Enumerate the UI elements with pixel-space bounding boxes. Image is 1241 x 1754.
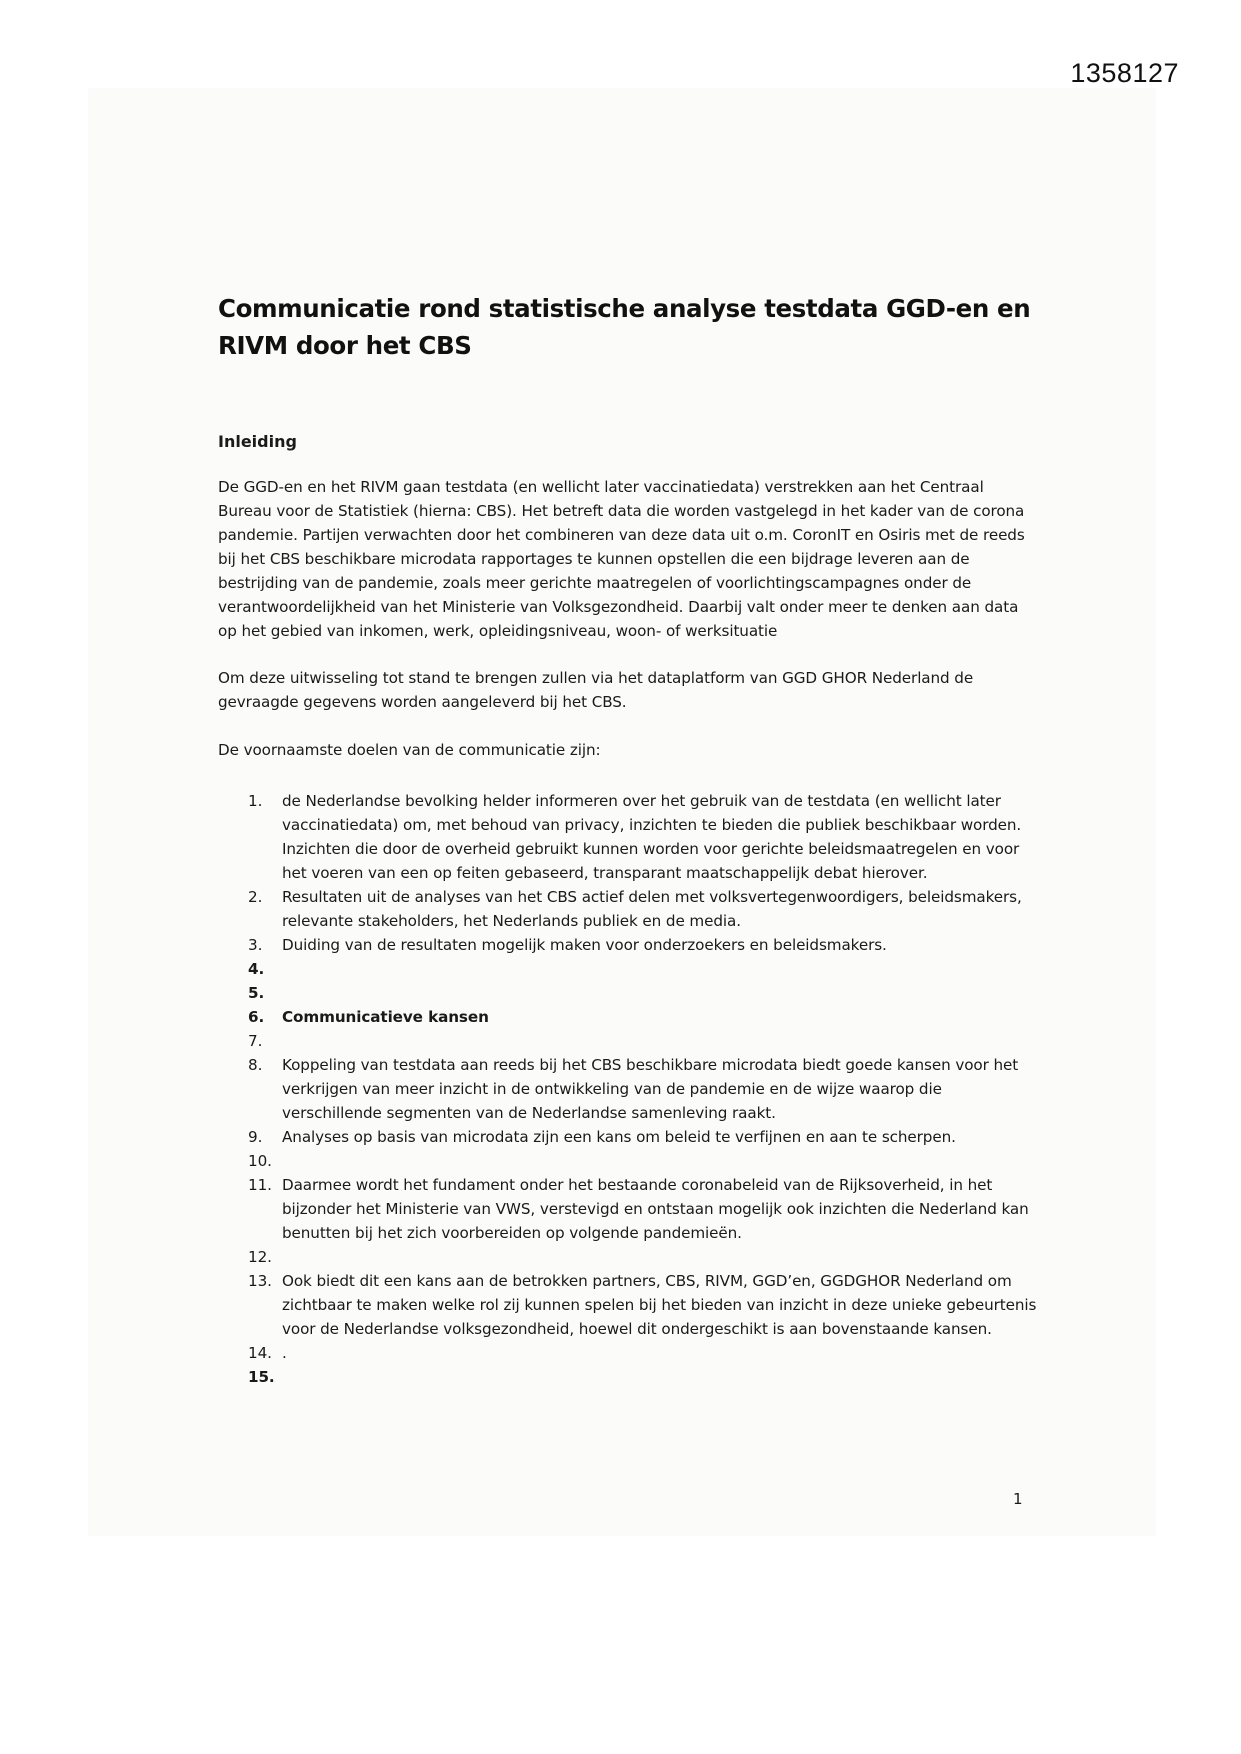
- goals-list: [218, 789, 1038, 1389]
- subsection-heading-communicatieve-kansen: Communicatieve kansen: [282, 1008, 489, 1026]
- list-item-number: 7.: [248, 1032, 263, 1050]
- list-item-number: 8.: [248, 1056, 263, 1074]
- list-item-number: 3.: [248, 936, 263, 954]
- list-item-text: Analyses op basis van microdata zijn een kans om beleid te verfijnen en aan te scherpen.: [282, 1128, 956, 1146]
- list-item: [218, 1341, 1038, 1365]
- list-item: [218, 1245, 1038, 1269]
- list-item-number: 11.: [248, 1176, 272, 1194]
- list-item: [218, 957, 1038, 981]
- list-item-text: de Nederlandse bevolking helder informeren over het gebruik van de testdata (en wellicht later vaccinatiedata) om, met behoud van privacy, inzichten te bieden die publiek beschikbaar worden. Inzichten die door de overheid gebruikt kunnen worden voor gerichte beleidsmaatregelen en voor het voeren van een op feiten gebaseerd, transparant maatschappelijk debat hierover.: [282, 792, 1022, 882]
- list-item-text: .: [282, 1344, 287, 1362]
- list-item-number: 14.: [248, 1344, 272, 1362]
- list-item-text: Resultaten uit de analyses van het CBS actief delen met volksvertegenwoordigers, beleidsmakers, relevante stakeholders, het Nederlands publiek en de media.: [282, 888, 1022, 930]
- list-item: [218, 933, 1038, 957]
- list-item: [218, 1053, 1038, 1125]
- list-item: [218, 1029, 1038, 1053]
- list-item-text: Koppeling van testdata aan reeds bij het CBS beschikbare microdata biedt goede kansen voor het verkrijgen van meer inzicht in de ontwikkeling van de pandemie en de wijze waarop die verschillende segmenten van de Nederlandse samenleving raakt.: [282, 1056, 1019, 1122]
- list-item: [218, 1149, 1038, 1173]
- paragraph-exchange: Om deze uitwisseling tot stand te brengen zullen via het dataplatform van GGD GHOR Nederland de gevraagde gegevens worden aangeleverd bij het CBS.: [218, 669, 974, 711]
- list-item-number: 10.: [248, 1152, 272, 1170]
- list-item-number: 9.: [248, 1128, 263, 1146]
- list-item: [218, 1365, 1038, 1389]
- list-item-text: Daarmee wordt het fundament onder het bestaande coronabeleid van de Rijksoverheid, in het bijzonder het Ministerie van VWS, verstevigd en ontstaan mogelijk ook inzichten die Nederland kan benutten bij het zich voorbereiden op volgende pandemieën.: [282, 1176, 1029, 1242]
- list-item: [218, 981, 1038, 1005]
- list-item-text: Ook biedt dit een kans aan de betrokken partners, CBS, RIVM, GGD’en, GGDGHOR Nederland om zichtbaar te maken welke rol zij kunnen spelen bij het bieden van inzicht in deze unieke gebeurtenis voor de Nederlandse volksgezondheid, hoewel dit ondergeschikt is aan bovenstaande kansen.: [282, 1272, 1037, 1338]
- list-item-text: Duiding van de resultaten mogelijk maken voor onderzoekers en beleidsmakers.: [282, 936, 887, 954]
- list-item-number: 1.: [248, 792, 263, 810]
- list-item: [218, 1173, 1038, 1245]
- document-id: 1358127: [1070, 58, 1179, 88]
- section-heading-inleiding: Inleiding: [218, 432, 297, 451]
- list-item-number: 6.: [248, 1008, 265, 1026]
- list-item-heading-kansen: [218, 1005, 1038, 1029]
- paragraph-intro: De GGD-en en het RIVM gaan testdata (en wellicht later vaccinatiedata) verstrekken aan het Centraal Bureau voor de Statistiek (hierna: CBS). Het betreft data die worden vastgelegd in het kader van de corona pandemie. Partijen verwachten door het combineren van deze data uit o.m. CoronIT en Osiris met de reeds bij het CBS beschikbare microdata rapportages te kunnen opstellen die een bijdrage leveren aan de bestrijding van de pandemie, zoals meer gerichte maatregelen of voorlichtingscampagnes onder de verantwoordelijkheid van het Ministerie van Volksgezondheid. Daarbij valt onder meer te denken aan data op het gebied van inkomen, werk, opleidingsniveau, woon- of werksituatie: [218, 478, 1025, 640]
- list-item-number: 4.: [248, 960, 265, 978]
- page-number: 1: [1013, 1490, 1023, 1508]
- document-title: Communicatie rond statistische analyse testdata GGD-en en RIVM door het CBS: [218, 294, 1031, 360]
- list-item-number: 5.: [248, 984, 265, 1002]
- list-item: [218, 1125, 1038, 1149]
- list-item: [218, 885, 1038, 933]
- list-item-number: 2.: [248, 888, 263, 906]
- list-item: [218, 789, 1038, 885]
- paragraph-goals-intro: De voornaamste doelen van de communicatie zijn:: [218, 741, 601, 759]
- list-item-number: 15.: [248, 1368, 275, 1386]
- list-item-number: 12.: [248, 1248, 272, 1266]
- list-item: [218, 1269, 1038, 1341]
- list-item-number: 13.: [248, 1272, 272, 1290]
- document-body: [218, 290, 1038, 1389]
